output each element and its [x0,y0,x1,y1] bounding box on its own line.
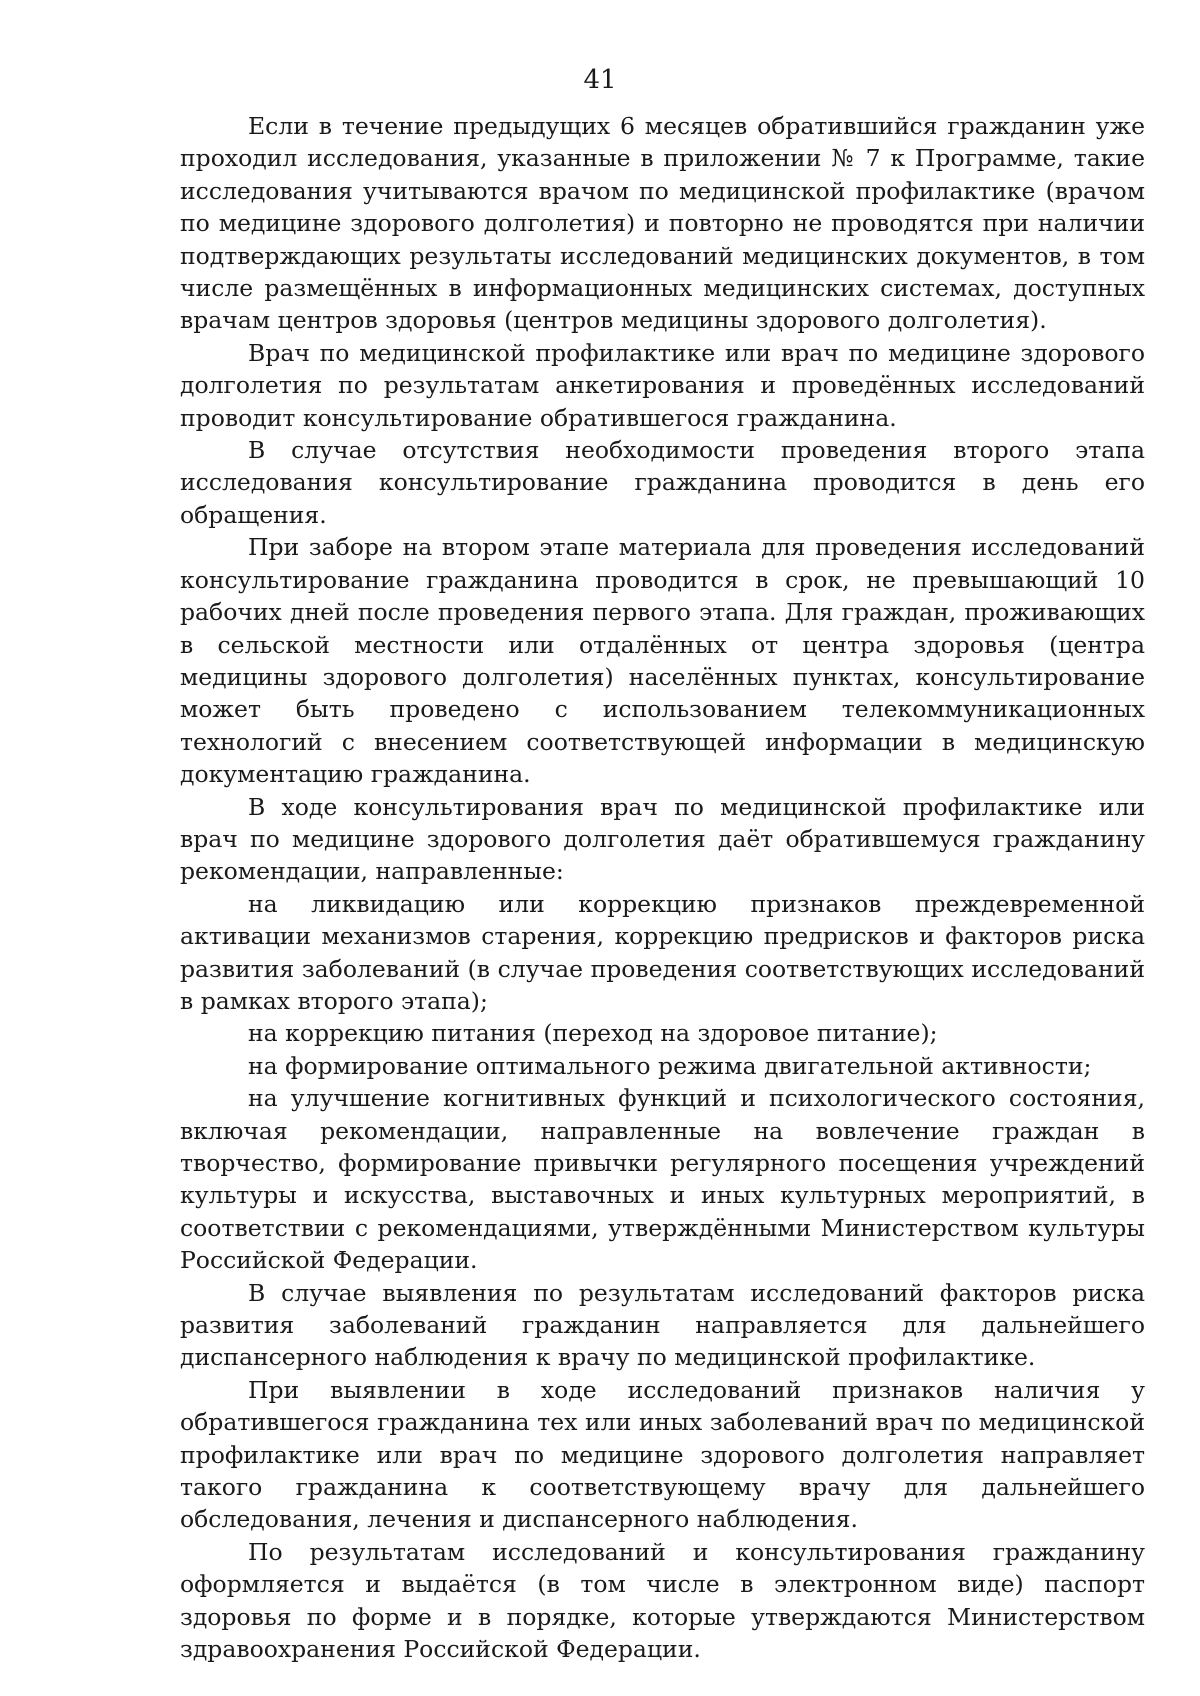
paragraph: В случае отсутствия необходимости проведения второго этапа исследования консультирование гражданина проводится в день его обращения. [180,436,1145,529]
document-body [180,110,1145,1666]
page-number: 41 [583,65,617,95]
list-item: на формирование оптимального режима двигательной активности; [248,1051,1092,1080]
paragraph: При заборе на втором этапе материала для проведения исследований консультирование гражданина проводится в срок, не превышающий 10 рабочих дней после проведения первого этапа. Для граждан, проживающих в сельской местности или отдалённых от центра здоровья (центра медицины здорового долголетия) населённых пунктах, консультирование может быть проведено с использованием телекоммуникационных технологий с внесением соответствующей информации в медицинскую документацию гражданина. [180,533,1145,789]
paragraph: Если в течение предыдущих 6 месяцев обратившийся гражданин уже проходил исследования, указанные в приложении № 7 к Программе, такие исследования учитываются врачом по медицинской профилактике (врачом по медицине здорового долголетия) и повторно не проводятся при наличии подтверждающих результаты исследований медицинских документов, в том числе размещённых в информационных медицинских системах, доступных врачам центров здоровья (центров медицины здорового долголетия). [180,112,1145,335]
paragraph: При выявлении в ходе исследований признаков наличия у обратившегося гражданина тех или иных заболеваний врач по медицинской профилактике или врач по медицине здорового долголетия направляет такого гражданина к соответствующему врачу для дальнейшего обследования, лечения и диспансерного наблюдения. [180,1375,1145,1534]
paragraph: В ходе консультирования врач по медицинской профилактике или врач по медицине здорового долголетия даёт обратившемуся гражданину рекомендации, направленные: [180,792,1145,886]
list-item: на коррекцию питания (переход на здоровое питание); [248,1019,938,1048]
paragraph: В случае выявления по результатам исследований факторов риска развития заболеваний гражданин направляется для дальнейшего диспансерного наблюдения к врачу по медицинской профилактике. [180,1278,1145,1372]
paragraph: Врач по медицинской профилактике или врач по медицине здорового долголетия по результатам анкетирования и проведённых исследований проводит консультирование обратившегося гражданина. [180,338,1145,432]
paragraph: По результатам исследований и консультирования гражданину оформляется и выдаётся (в том числе в электронном виде) паспорт здоровья по форме и в порядке, которые утверждаются Министерством здравоохранения Российской Федерации. [180,1537,1145,1664]
list-item: на ликвидацию или коррекцию признаков преждевременной активации механизмов старения, коррекцию предрисков и факторов риска развития заболеваний (в случае проведения соответствующих исследований в рамках второго этапа); [180,889,1145,1015]
list-item: на улучшение когнитивных функций и психологического состояния, включая рекомендации, направленные на вовлечение граждан в творчество, формирование привычки регулярного посещения учреждений культуры и искусства, выставочных и иных культурных мероприятий, в соответствии с рекомендациями, утверждёнными Министерством культуры Российской Федерации. [180,1084,1145,1275]
